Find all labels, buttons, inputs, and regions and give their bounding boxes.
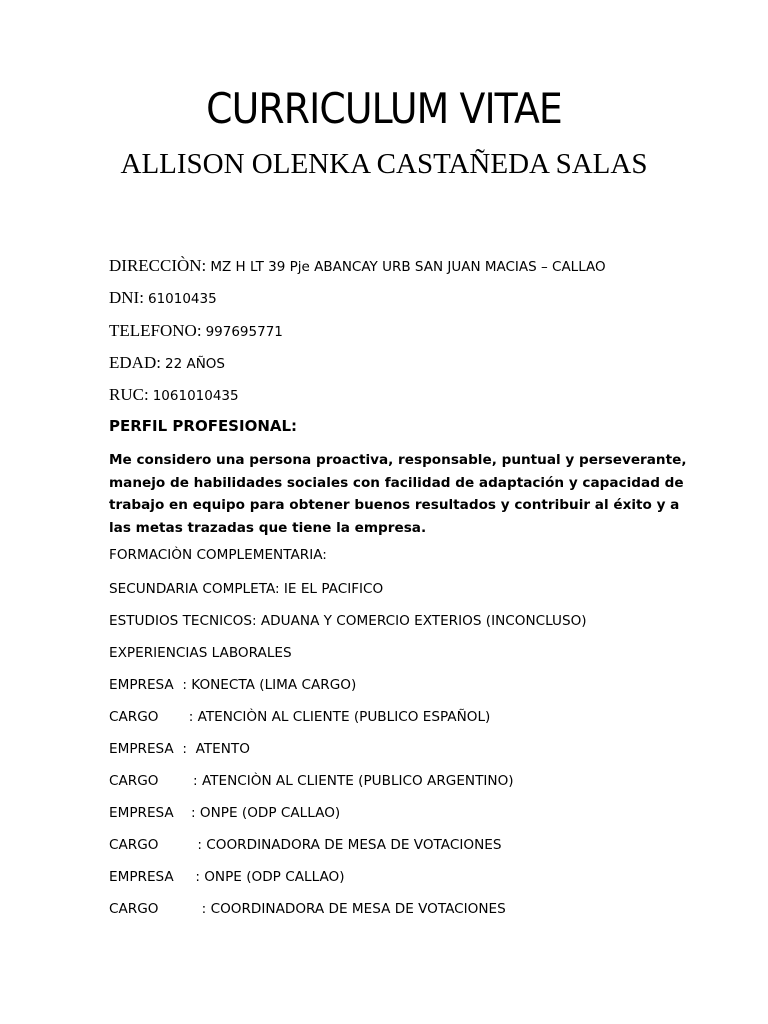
secondary-education: SECUNDARIA COMPLETA: IE EL PACIFICO xyxy=(109,581,384,597)
experience-entry: CARGO : ATENCIÒN AL CLIENTE (PUBLICO ESPAÑOL) xyxy=(109,709,491,725)
phone-row xyxy=(109,321,283,341)
training-heading: FORMACIÒN COMPLEMENTARIA: xyxy=(109,547,327,563)
ruc-row xyxy=(109,385,239,405)
age-label: EDAD: xyxy=(109,353,161,372)
experience-entry: EMPRESA : ONPE (ODP CALLAO) xyxy=(109,805,341,821)
experience-entry: EMPRESA : KONECTA (LIMA CARGO) xyxy=(109,677,357,693)
candidate-name: ALLISON OLENKA CASTAÑEDA SALAS xyxy=(120,148,648,180)
ruc-label: RUC: xyxy=(109,385,149,404)
profile-line: Me considero una persona proactiva, responsable, puntual y perseverante, xyxy=(109,452,687,468)
phone-label: TELEFONO: xyxy=(109,321,202,340)
experience-entry: CARGO : ATENCIÒN AL CLIENTE (PUBLICO ARGENTINO) xyxy=(109,773,514,789)
address-value: MZ H LT 39 Pje ABANCAY URB SAN JUAN MACIAS – CALLAO xyxy=(210,259,606,275)
address-row xyxy=(109,256,606,276)
ruc-value: 1061010435 xyxy=(152,388,239,404)
dni-row xyxy=(109,288,217,308)
phone-value: 997695771 xyxy=(205,324,283,340)
profile-line: las metas trazadas que tiene la empresa. xyxy=(109,519,427,536)
dni-label: DNI: xyxy=(109,288,144,307)
dni-value: 61010435 xyxy=(147,291,217,307)
profile-line: manejo de habilidades sociales con facilidad de adaptación y capacidad de xyxy=(109,474,684,491)
profile-paragraph xyxy=(109,449,687,539)
profile-heading: PERFIL PROFESIONAL: xyxy=(109,417,298,435)
technical-studies: ESTUDIOS TECNICOS: ADUANA Y COMERCIO EXTERIOS (INCONCLUSO) xyxy=(109,613,587,629)
experience-entry: EMPRESA : ONPE (ODP CALLAO) xyxy=(109,869,345,885)
age-value: 22 AÑOS xyxy=(164,356,225,372)
experience-entry: CARGO : COORDINADORA DE MESA DE VOTACIONES xyxy=(109,837,502,853)
profile-line: trabajo en equipo para obtener buenos resultados y contribuir al éxito y a xyxy=(109,497,680,513)
experience-entry: EMPRESA : ATENTO xyxy=(109,741,250,757)
experience-entry: CARGO : COORDINADORA DE MESA DE VOTACIONES xyxy=(109,901,506,917)
document-title: CURRICULUM VITAE xyxy=(206,84,562,133)
experience-heading: EXPERIENCIAS LABORALES xyxy=(109,645,292,661)
age-row xyxy=(109,353,225,373)
address-label: DIRECCIÒN: xyxy=(109,256,207,275)
